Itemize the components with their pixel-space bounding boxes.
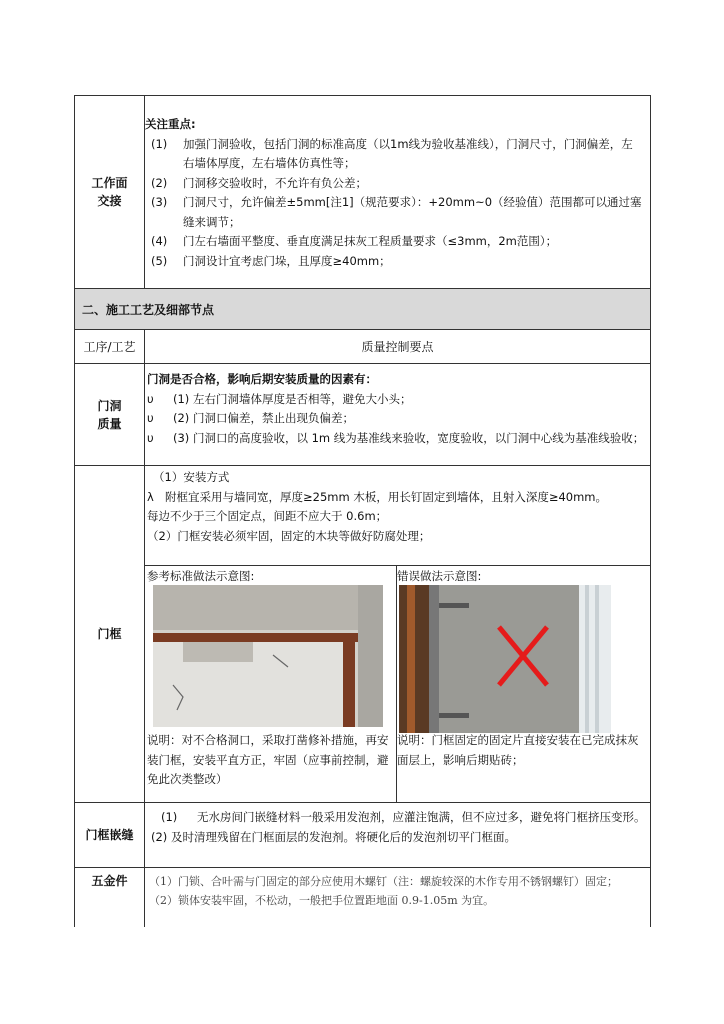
bullet-icon: λ: [147, 489, 154, 504]
label-door-opening-quality: [75, 364, 145, 465]
bullet-icon: υ: [147, 430, 154, 445]
label-text: 五金件: [91, 874, 128, 888]
item-num: (1): [151, 136, 168, 151]
section-title-text: 二、施工工艺及细部节点: [82, 302, 215, 317]
focus-item: [145, 174, 650, 194]
label-line-2: 质量: [97, 416, 122, 431]
row-work-surface-handover: [74, 95, 651, 288]
caulk-text: 无水房间门嵌缝材料一般采用发泡剂，应灌注饱满，但不应过多，避免将门框挤压变形。: [197, 810, 646, 824]
label-line-2: 交接: [97, 194, 122, 208]
row-door-opening-quality: [74, 363, 651, 465]
focus-item: [145, 252, 650, 272]
hardware-line-2: （2）锁体安装牢固，不松动，一般把手位置距地面 0.9-1.05m 为宜。: [149, 894, 495, 907]
item-text: 加强门洞验收，包括门洞的标准高度（以1m线为验收基准线），门洞尺寸，门洞偏差，左右墙体厚度，左右墙体仿真性等；: [183, 136, 633, 170]
item-text: (2) 门洞口偏差，禁止出现负偏差；: [173, 411, 354, 425]
ref-title: 参考标准做法示意图:: [147, 569, 255, 583]
bullet-icon: υ: [147, 411, 154, 425]
focus-item: [145, 135, 650, 174]
install-line: [147, 488, 650, 508]
caulk-line-1: [151, 808, 646, 828]
wrong-note: 说明：门框固定的固定片直接安装在已完成抹灰 面层上，影响后期贴砖；: [397, 733, 639, 767]
hardware-content: [145, 868, 650, 927]
row-door-frame: [74, 465, 651, 802]
label-frame-caulking: [75, 803, 145, 867]
bullet-icon: υ: [147, 391, 154, 406]
door-opening-item: [147, 390, 646, 410]
door-frame-figures: [145, 565, 650, 802]
construction-table: [74, 95, 651, 927]
column-header: [74, 329, 651, 363]
item-num: (5): [151, 253, 168, 268]
wrong-title: 错误做法示意图:: [397, 569, 482, 583]
item-num: (4): [151, 234, 168, 248]
install-title: （1）安装方式: [153, 470, 230, 484]
wrong-photo: [399, 585, 611, 733]
focus-item: [145, 232, 650, 252]
ref-note: 说明：对不合格洞口，采取打凿修补措施，再安装门框，安装平直方正，牢固（应事前控制，避免此次类整改）: [147, 733, 389, 786]
focus-points: [145, 96, 650, 288]
caulking-content: [145, 803, 650, 867]
label-work-surface-handover: [75, 96, 145, 288]
row-frame-caulking: [74, 802, 651, 867]
label-text: 门框嵌缝: [85, 828, 134, 842]
label-text: 门框: [97, 627, 122, 641]
item-text: 门洞设计宜考虑门垛，且厚度≥40mm；: [183, 253, 391, 268]
door-opening-content: [145, 364, 650, 465]
header-process: 工序/工艺: [75, 330, 145, 363]
install-line-text: 附框宜采用与墙同宽，厚度≥25mm 木板，用长钉固定到墙体，且射入深度≥40mm。: [165, 489, 607, 504]
row-hardware: [74, 867, 651, 927]
label-door-frame: [75, 466, 145, 802]
item-num: (3): [151, 195, 168, 209]
item-num: (2): [151, 175, 168, 190]
install-line-2: 每边不少于三个固定点，间距不应大于 0.6m；: [147, 509, 388, 523]
hardware-line-1: （1）门锁、合叶需与门固定的部分应使用木螺钉（注：螺旋较深的木作专用不锈钢螺钉）固定；: [149, 875, 618, 888]
install-line-3: （2）门框安装必须牢固，固定的木块等做好防腐处理；: [147, 528, 431, 543]
label-line-1: 门洞: [97, 398, 122, 413]
item-text: (1) 左右门洞墙体厚度是否相等，避免大小头；: [173, 391, 412, 406]
door-opening-item: [147, 409, 646, 429]
reference-photo: [153, 585, 383, 727]
caulk-line-2: (2) 及时清理残留在门框面层的发泡剂。将硬化后的发泡剂切平门框面。: [151, 829, 516, 844]
section-title: [74, 288, 651, 329]
door-opening-title: 门洞是否合格，影响后期安装质量的因素有：: [147, 372, 377, 386]
label-hardware: [75, 868, 145, 927]
focus-title: 关注重点:: [145, 117, 196, 131]
header-quality-points: 质量控制要点: [361, 340, 434, 354]
item-text: 门洞尺寸，允许偏差±5mm[注1]（规范要求）：+20mm~0（经验值）范围都可以通过塞缝来调节；: [183, 195, 642, 229]
reference-photo-image: [153, 585, 383, 727]
label-line-1: 工作面: [91, 176, 128, 190]
item-text: 门洞移交验收时，不允许有负公差；: [183, 175, 367, 190]
item-text: (3) 门洞口的高度验收，以 1m 线为基准线来验收，宽度验收，以门洞中心线为基准线验收；: [173, 430, 645, 445]
caulk-num: (1): [161, 810, 178, 824]
wrong-figure-cell: [397, 566, 650, 802]
reference-figure-cell: [145, 566, 397, 802]
focus-item: [145, 193, 650, 232]
item-text: 门左右墙面平整度、垂直度满足抹灰工程质量要求（≤3mm，2m范围）；: [183, 234, 558, 248]
wrong-photo-image: [399, 585, 611, 733]
door-opening-item: [147, 429, 646, 449]
